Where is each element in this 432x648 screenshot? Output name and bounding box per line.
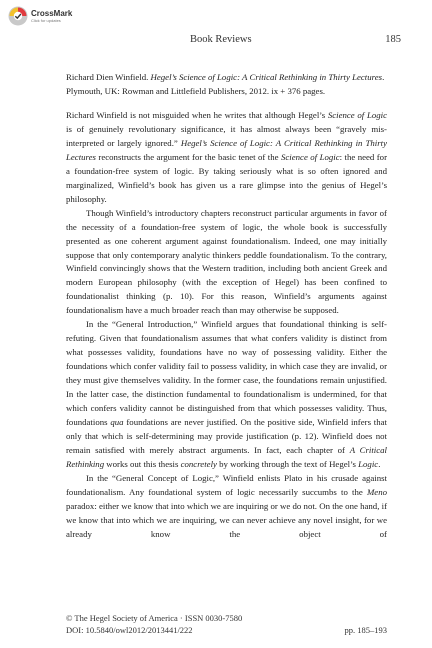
crossmark-badge[interactable] [8,6,72,26]
text-run: reconstructs the argument for the basic tenet of the [95,151,281,162]
text-run: In the “General Introduction,” Winfield argues that foundational thinking is self-refuting. Given that foundationalism assumes that what confers validity is distinct from what possesses validity, foundations have no way of possessing validity. Either the foundations which confer validity fail to possess validity, in which case they are invalid, or they must give themselves validity. In the former case, the foundations remain unjustified. In the latter case, the distinction fundamental to foundationalism is undermined, for that which confers validity cannot be distinguished from that which possesses validity. Thus, foundations [66,319,387,427]
page-range: pp. 185–193 [344,625,387,635]
italic-text: Science of Logic [327,110,387,120]
italic-text: A Critical Rethinking [66,444,387,469]
article-body [66,70,387,542]
text-run: : the need for a foundation-free system of logic. By taking seriously what is so often ignored and marginalized, Winfield’s book has given us a rare glimpse into the genius of Hegel’s philosophy. [66,151,388,204]
crossmark-sublabel: Click for updates [31,17,61,23]
italic-text: concretely [180,458,217,469]
page-footer [66,612,387,636]
italic-text: Meno [366,486,387,497]
text-run: . [378,458,381,469]
review-paragraph [66,207,387,319]
citation-publication: . Plymouth, UK: Rowman and Littlefield Publishers, 2012. ix + 376 pages. [66,72,385,96]
running-head: Book Reviews [190,34,252,45]
italic-text: Science of Logic [280,151,340,162]
page-number: 185 [385,34,401,45]
citation-title: Hegel’s Science of Logic: A Critical Rethinking in Thirty Lectures [150,72,383,82]
citation-author: Richard Dien Winfield. [66,72,149,82]
italic-text: Hegel’s Science of Logic: A Critical Rethinking in Thirty Lectures [66,137,387,162]
crossmark-icon [8,6,28,26]
text-run: Richard Winfield is not misguided when he writes that although Hegel’s [66,110,328,120]
italic-text: qua [110,416,124,427]
text-run: by working through the text of Hegel’s [216,458,359,469]
review-paragraph [66,472,387,542]
review-text [66,109,387,542]
book-citation [66,70,387,98]
italic-text: Logic [358,458,379,469]
crossmark-label: CrossMark [31,8,73,18]
text-run: foundations are never justified. On the positive side, Winfield infers that only that which is self-determining may provide justification (p. 12). Winfield does not remain satisfied with merely abstract arguments. In fact, each chapter of [66,416,387,455]
doi-link[interactable]: DOI: 10.5840/owl2012/2013441/222 [66,625,193,635]
text-run: works out this thesis [104,458,181,469]
text-run: paradox: either we know that into which we are inquiring or we do not. On the one hand, if we know that into which we are inquiring, we can never achieve any novel insight, for we already know the object of [66,500,387,539]
text-run: Though Winfield’s introductory chapters reconstruct particular arguments in favor of the necessity of a foundation-free system of logic, the whole book is successfully presented as one coherent argument against foundationalism. Indeed, one may initially suppose that only contemporary analytic thinkers peddle foundationalism. To the contrary, Winfield convincingly shows that the Western tradition, including both ancient Greek and modern European philosophy (with the exception of Hegel) has been confined to foundationalist thinking (p. 10). For this reason, Winfield’s arguments against foundationalism have a much broader reach than may otherwise be supposed. [66,207,387,316]
review-paragraph [66,318,387,471]
text-run: In the “General Concept of Logic,” Winfield enlists Plato in his crusade against foundationalism. Any foundational system of logic necessarily succumbs to the [66,472,387,497]
review-paragraph [66,109,387,207]
copyright-line: © The Hegel Society of America · ISSN 0030-7580 [66,613,243,623]
text-run: is of genuinely revolutionary significance, it has almost always been “gravely mis-interpreted or largely ignored.” [66,123,387,148]
